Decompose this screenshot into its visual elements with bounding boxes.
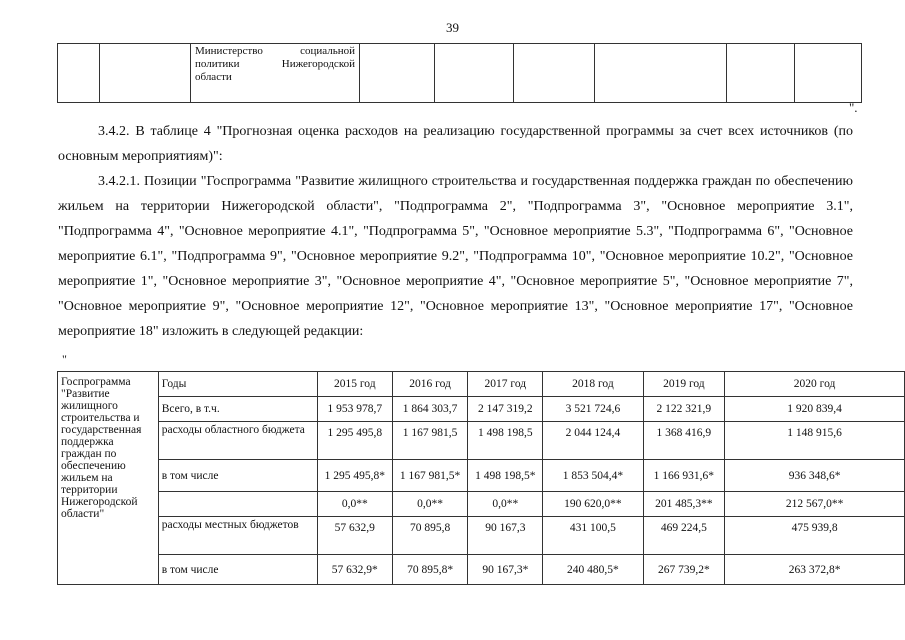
row-label: расходы областного бюджета — [158, 422, 317, 460]
expenditure-table — [57, 371, 905, 585]
table-cell — [100, 44, 191, 103]
value-cell: 2 122 321,9 — [643, 397, 725, 422]
value-cell: 936 348,6* — [725, 460, 905, 492]
ministry-cell — [191, 44, 360, 103]
value-cell: 3 521 724,6 — [543, 397, 643, 422]
row-label — [158, 492, 317, 517]
program-name: Госпрограмма "Развитие жилищного строительства и государственная поддержка граждан по обеспечению жильем на территории Нижегородской области" — [61, 376, 142, 520]
table-cell — [514, 44, 595, 103]
value-cell: 1 167 981,5 — [392, 422, 468, 460]
ministry-line: области — [195, 71, 232, 83]
year-header: 2016 год — [392, 372, 468, 397]
ministry-line: политики Нижегородской — [195, 58, 355, 70]
table-row — [58, 517, 905, 555]
value-cell: 475 939,8 — [725, 517, 905, 555]
value-cell: 212 567,0** — [725, 492, 905, 517]
value-cell: 1 853 504,4* — [543, 460, 643, 492]
value-cell: 1 920 839,4 — [725, 397, 905, 422]
table-row — [58, 555, 905, 585]
table-cell — [795, 44, 862, 103]
value-cell: 1 864 303,7 — [392, 397, 468, 422]
row-label: Всего, в т.ч. — [158, 397, 317, 422]
value-cell: 57 632,9* — [317, 555, 392, 585]
program-name-cell — [58, 372, 159, 585]
value-cell: 1 368 416,9 — [643, 422, 725, 460]
value-cell: 1 953 978,7 — [317, 397, 392, 422]
value-cell: 201 485,3** — [643, 492, 725, 517]
table-cell — [727, 44, 795, 103]
year-header: 2018 год — [543, 372, 643, 397]
table-cell — [58, 44, 100, 103]
paragraph-3-4-2-1: 3.4.2.1. Позиции "Госпрограмма "Развитие жилищного строительства и государственная поддержка граждан по обеспечению жильем на территории Нижегородской области", "Подпрограмма 2", "Подпрограмма 3", "Основное мероприятие 3.1", "Подпрограмма 4", "Основное мероприятие 4.1", "Подпрограмма 5", "Основное мероприятие 5.3", "Подпрограмма 6", "Основное мероприятие 6.1", "Подпрограмма 9", "Основное мероприятие 9.2", "Подпрограмма 10", "Основное мероприятие 10.2", "Основное мероприятие 1", "Основное мероприятие 3", "Основное мероприятие 4", "Основное мероприятие 5", "Основное мероприятие 7", "Основное мероприятие 9", "Основное мероприятие 12", "Основное мероприятие 13", "Основное мероприятие 17", "Основное мероприятие 18" изложить в следующей редакции: — [58, 174, 853, 339]
year-header: 2019 год — [643, 372, 725, 397]
table-row — [58, 397, 905, 422]
value-cell: 1 148 915,6 — [725, 422, 905, 460]
value-cell: 2 044 124,4 — [543, 422, 643, 460]
year-header: 2015 год — [317, 372, 392, 397]
previous-table-fragment — [57, 43, 862, 103]
year-header: 2020 год — [725, 372, 905, 397]
value-cell: 431 100,5 — [543, 517, 643, 555]
value-cell: 469 224,5 — [643, 517, 725, 555]
years-header: Годы — [158, 372, 317, 397]
value-cell: 2 147 319,2 — [468, 397, 543, 422]
table-row — [58, 422, 905, 460]
value-cell: 0,0** — [392, 492, 468, 517]
ministry-line: Министерство социальной — [195, 45, 355, 57]
value-cell: 1 167 981,5* — [392, 460, 468, 492]
table-cell — [360, 44, 435, 103]
value-cell: 70 895,8* — [392, 555, 468, 585]
table-cell — [435, 44, 514, 103]
row-label: в том числе — [158, 555, 317, 585]
value-cell: 90 167,3* — [468, 555, 543, 585]
value-cell: 240 480,5* — [543, 555, 643, 585]
value-cell: 1 498 198,5* — [468, 460, 543, 492]
value-cell: 0,0** — [317, 492, 392, 517]
row-label: в том числе — [158, 460, 317, 492]
value-cell: 1 498 198,5 — [468, 422, 543, 460]
opening-quote: " — [62, 352, 67, 366]
value-cell: 70 895,8 — [392, 517, 468, 555]
table-row — [58, 492, 905, 517]
value-cell: 0,0** — [468, 492, 543, 517]
table-row — [58, 460, 905, 492]
table-cell — [595, 44, 727, 103]
value-cell: 190 620,0** — [543, 492, 643, 517]
value-cell: 1 295 495,8* — [317, 460, 392, 492]
value-cell: 1 166 931,6* — [643, 460, 725, 492]
value-cell: 57 632,9 — [317, 517, 392, 555]
page-number: 39 — [446, 20, 459, 35]
closing-quote: ". — [849, 100, 858, 115]
value-cell: 267 739,2* — [643, 555, 725, 585]
paragraph-3-4-2: 3.4.2. В таблице 4 "Прогнозная оценка расходов на реализацию государственной программы за счет всех источников (по основным мероприятиям)": — [58, 124, 853, 164]
year-header: 2017 год — [468, 372, 543, 397]
value-cell: 263 372,8* — [725, 555, 905, 585]
value-cell: 1 295 495,8 — [317, 422, 392, 460]
value-cell: 90 167,3 — [468, 517, 543, 555]
row-label: расходы местных бюджетов — [158, 517, 317, 555]
